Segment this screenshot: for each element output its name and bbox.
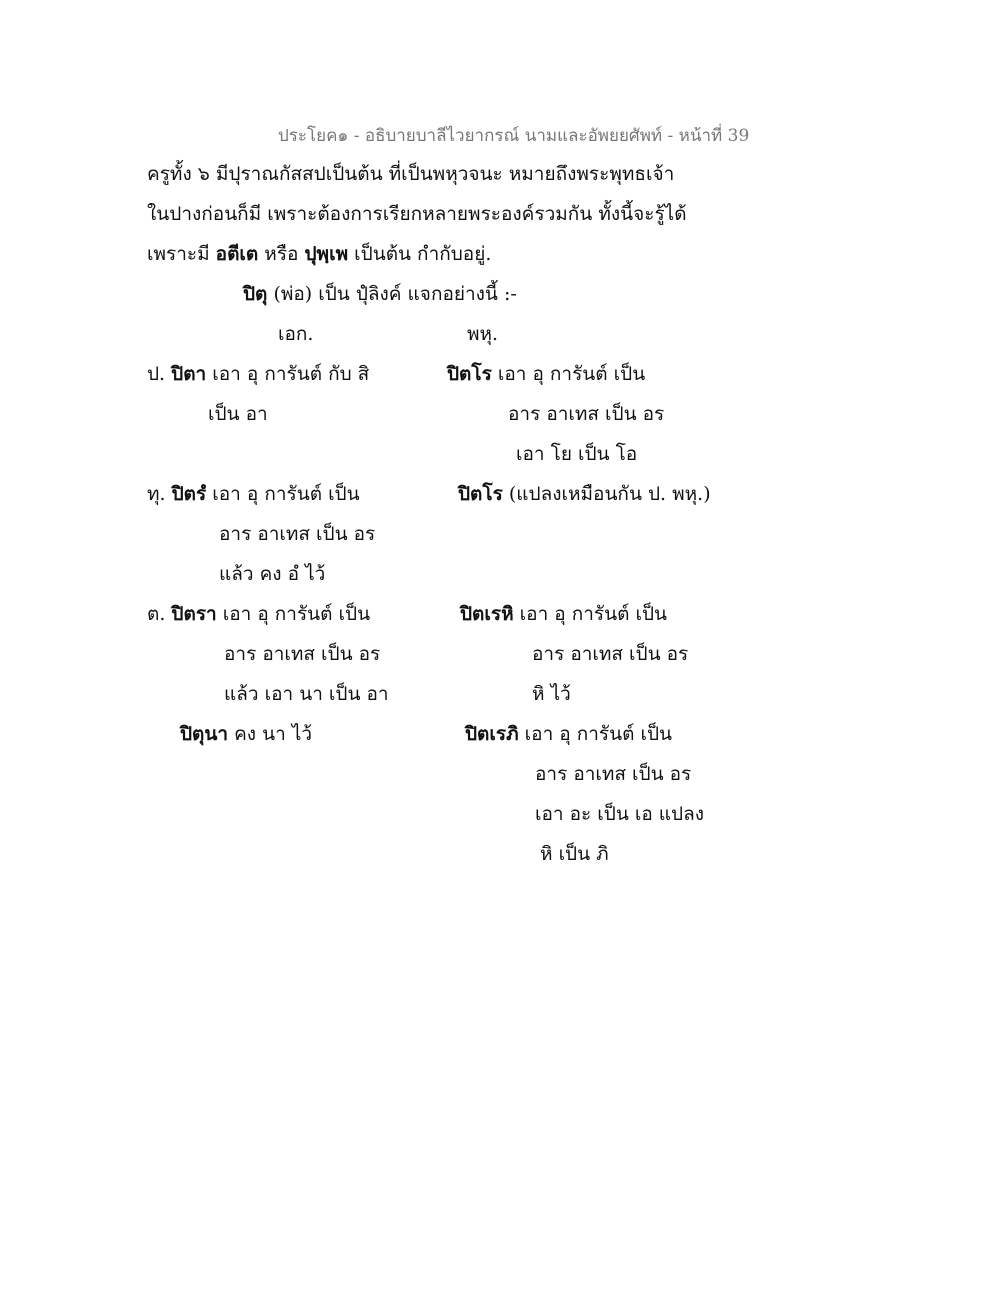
form-word: ปิตโร <box>447 363 492 385</box>
form-word: ปิตเรหิ <box>460 603 514 625</box>
du-eka-line-2: อาร อาเทส เป็น อร <box>219 523 376 545</box>
pitu-description: (พ่อ) เป็น ปุํลิงค์ แจกอย่างนี้ :- <box>267 283 517 305</box>
form-word: ปิตุนา <box>180 723 229 745</box>
ta-eka-line-1 <box>147 602 370 626</box>
form-word: ปิตโร <box>458 483 503 505</box>
ta-bahu-alt-line-1 <box>465 722 672 746</box>
form-rule: (แปลงเหมือนกัน ป. พหุ.) <box>502 483 711 505</box>
ta-bahu-alt-line-3: เอา อะ เป็น เอ แปลง <box>535 803 705 825</box>
ta-bahu-line-1 <box>460 602 667 626</box>
pa-eka-line-1 <box>147 362 369 386</box>
intro-line-1: ครูทั้ง ๖ มีปุราณกัสสปเป็นต้น ที่เป็นพหุวจนะ หมายถึงพระพุทธเจ้า <box>147 163 675 185</box>
form-rule: คง นา ไว้ <box>228 723 313 745</box>
form-rule: เอา อุ การันต์ เป็น <box>491 363 646 385</box>
form-rule: เอา อุ การันต์ เป็น <box>513 603 668 625</box>
intro-text: เป็นต้น กำกับอยู่. <box>348 243 492 265</box>
intro-text: เพราะมี <box>147 243 216 265</box>
form-word: ปิตเรภิ <box>465 723 519 745</box>
pa-eka-line-2: เป็น อา <box>208 403 268 425</box>
bold-term-atite: อตีเต <box>215 243 259 265</box>
ta-bahu-alt-line-4: หิ เป็น ภิ <box>540 843 609 865</box>
form-word: ปิตา <box>171 363 207 385</box>
form-rule: เอา อุ การันต์ เป็น <box>518 723 673 745</box>
pa-bahu-line-2: อาร อาเทส เป็น อร <box>508 403 665 425</box>
form-rule: เอา อุ การันต์ เป็น <box>206 483 360 505</box>
ta-eka-line-2: อาร อาเทส เป็น อร <box>224 643 381 665</box>
pa-bahu-line-1 <box>447 362 645 386</box>
ta-eka-line-3: แล้ว เอา นา เป็น อา <box>224 683 389 705</box>
column-header-eka: เอก. <box>278 323 314 345</box>
form-word: ปิตรา <box>171 603 217 625</box>
du-eka-line-1 <box>147 482 360 506</box>
intro-text: หรือ <box>258 243 305 265</box>
case-label: ทุ. <box>147 483 172 505</box>
du-eka-line-3: แล้ว คง อํ ไว้ <box>219 563 326 585</box>
form-word: ปิตรํ <box>171 483 207 505</box>
case-label: ป. <box>147 363 172 385</box>
ta-bahu-line-2: อาร อาเทส เป็น อร <box>532 643 689 665</box>
intro-line-3 <box>147 242 491 266</box>
pa-bahu-line-3: เอา โย เป็น โอ <box>516 443 638 465</box>
form-rule: เอา อุ การันต์ เป็น <box>216 603 371 625</box>
intro-line-2: ในปางก่อนก็มี เพราะต้องการเรียกหลายพระองค์รวมกัน ทั้งนี้จะรู้ได้ <box>147 203 687 225</box>
pitu-heading <box>243 282 517 306</box>
ta-eka-alt-line <box>180 722 312 746</box>
pitu-word: ปิตุ <box>243 283 268 305</box>
case-label: ต. <box>147 603 172 625</box>
column-header-bahu: พหุ. <box>467 323 499 345</box>
bold-term-pubbe: ปุพฺเพ <box>304 243 349 265</box>
form-rule: เอา อุ การันต์ กับ สิ <box>206 363 370 385</box>
ta-bahu-line-3: หิ ไว้ <box>532 683 571 705</box>
ta-bahu-alt-line-2: อาร อาเทส เป็น อร <box>535 763 692 785</box>
page-header: ประโยค๑ - อธิบายบาลีไวยากรณ์ นามและอัพยยศัพท์ - หน้าที่ 39 <box>278 126 750 146</box>
du-bahu-line-1 <box>458 482 711 506</box>
